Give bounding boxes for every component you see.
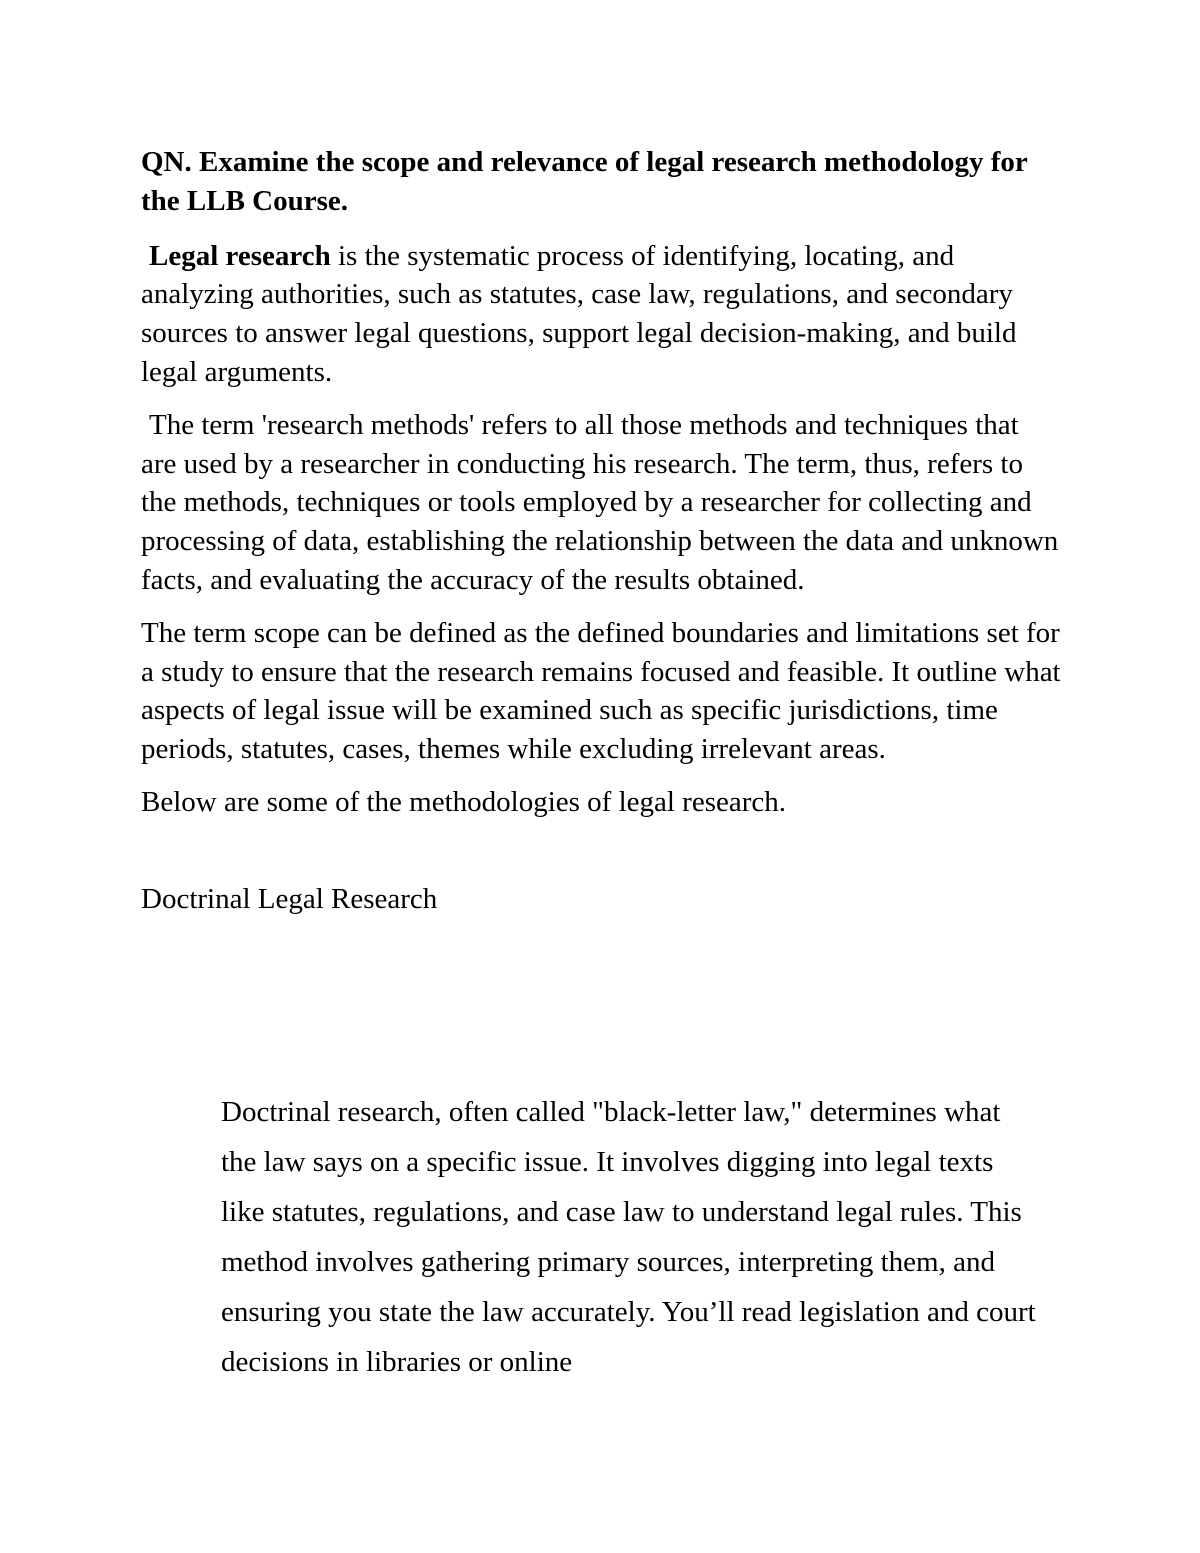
methodologies-intro: Below are some of the methodologies of legal research. bbox=[141, 785, 787, 818]
doctrinal-heading: Doctrinal Legal Research bbox=[141, 882, 438, 915]
research-methods-paragraph bbox=[141, 406, 1061, 600]
legal-research-definition bbox=[141, 237, 1061, 392]
research-methods-text: The term 'research methods' refers to all those methods and techniques that are used by a researcher in conducting his research. The term, thus, refers to the methods, techniques or tools employed by a researcher for collecting and processing of data, establishing the relationship between the data and unknown facts, and evaluating the accuracy of the results obtained. bbox=[141, 408, 1059, 596]
legal-research-definition-text: is the systematic process of identifying, locating, and analyzing authorities, such as statutes, case law, regulations, and secondary sources to answer legal questions, support legal decision-making, and build legal arguments. bbox=[141, 239, 1017, 388]
legal-research-term: Legal research bbox=[149, 239, 331, 272]
doctrinal-description bbox=[221, 1087, 1041, 1387]
document-body bbox=[141, 143, 1061, 919]
question-heading: QN. Examine the scope and relevance of legal research methodology for the LLB Course. bbox=[141, 146, 1028, 217]
scope-paragraph: The term scope can be defined as the defined boundaries and limitations set for a study to ensure that the research remains focused and feasible. It outline what aspects of legal issue will be examined such as specific jurisdictions, time periods, statutes, cases, themes while excluding irrelevant areas. bbox=[141, 616, 1061, 766]
doctrinal-text: Doctrinal research, often called "black-letter law," determines what the law says on a specific issue. It involves digging into legal texts like statutes, regulations, and case law to understand legal rules. This method involves gathering primary sources, interpreting them, and ensuring you state the law accurately. You’ll read legislation and court decisions in libraries or online bbox=[221, 1096, 1036, 1378]
